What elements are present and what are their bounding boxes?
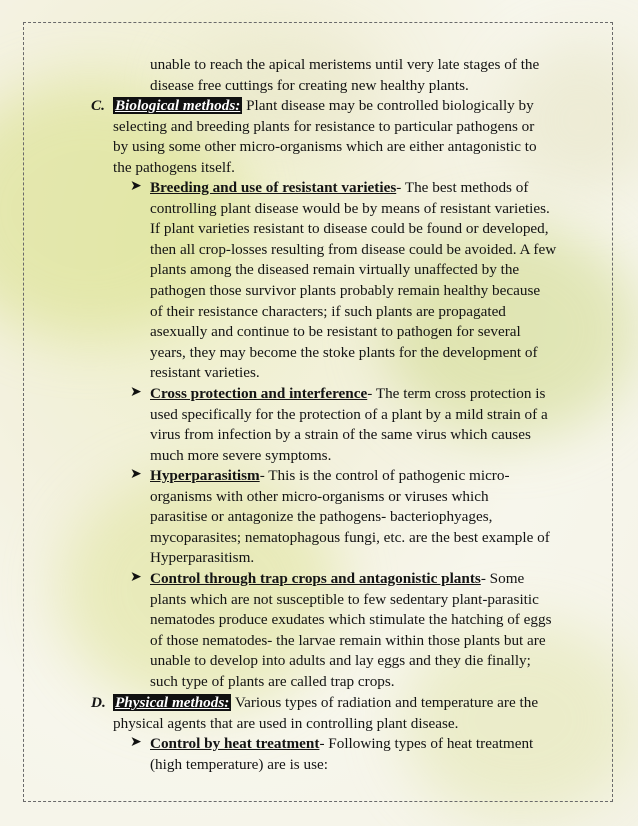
text-line: controlling plant disease would be by means of resistant varieties. <box>150 199 550 217</box>
text-line: disease free cuttings for creating new healthy plants. <box>150 76 469 94</box>
text-line: (high temperature) are is use: <box>150 755 328 773</box>
arrow-bullet-icon: ➤ <box>130 179 142 194</box>
bullet-title: Breeding and use of resistant varieties <box>150 179 397 196</box>
text-line: years, they may become the stoke plants for the development of <box>150 343 538 361</box>
bullet-first-line <box>150 569 552 590</box>
bullet-item <box>150 178 556 384</box>
text-line: mycoparasites; nematophagous fungi, etc. are the best example of <box>150 528 550 546</box>
text-line: unable to develop into adults and lay eggs and they die finally; <box>150 652 531 670</box>
text-line: physical agents that are used in controlling plant disease. <box>113 714 459 732</box>
text-line: asexually and continue to be resistant to pathogen for several <box>150 323 521 341</box>
arrow-bullet-icon: ➤ <box>130 735 142 750</box>
text-line: parasitise or antagonize the pathogens- bacteriophyages, <box>150 508 493 526</box>
text-line: much more severe symptoms. <box>150 446 332 464</box>
text-line: of those nematodes- the larvae remain within those plants but are <box>150 631 546 649</box>
text-run: - The term cross protection is <box>367 385 546 402</box>
text-line: the pathogens itself. <box>113 158 235 176</box>
text-line: selecting and breeding plants for resistance to particular pathogens or <box>113 117 535 135</box>
text-run: - This is the control of pathogenic micro- <box>259 467 510 484</box>
text-run: Plant disease may be controlled biologically by <box>242 97 534 114</box>
text-line: pathogen those survivor plants probably remain healthy because <box>150 281 541 299</box>
section-letter: C. <box>91 97 105 114</box>
text-line: nematodes produce exudates which stimulate the hatching of eggs <box>150 611 552 629</box>
bullet-first-line <box>150 466 550 487</box>
text-line: virus from infection by a strain of the same virus which causes <box>150 426 531 444</box>
arrow-bullet-icon: ➤ <box>130 467 142 482</box>
text-line: such type of plants are called trap crops. <box>150 672 395 690</box>
text-line: then all crop-losses resulting from disease could be avoided. A few <box>150 240 557 258</box>
intro-paragraph <box>150 55 539 96</box>
text-line: plants among the diseased remain virtually unaffected by the <box>150 261 520 279</box>
text-line: unable to reach the apical meristems until very late stages of the <box>150 56 540 73</box>
section-c <box>91 96 537 178</box>
bullet-title: Cross protection and interference <box>150 385 368 402</box>
bullet-title: Hyperparasitism <box>150 467 260 484</box>
text-run: - Some <box>480 570 525 587</box>
bullet-item <box>150 466 550 569</box>
bullet-item <box>150 569 552 693</box>
section-heading: Physical methods: <box>115 694 230 711</box>
bullet-item <box>150 384 548 466</box>
section-c-first-line <box>91 96 537 117</box>
section-d-first-line <box>91 693 539 714</box>
text-line: by using some other micro-organisms which are either antagonistic to <box>113 138 537 156</box>
text-run: - The best methods of <box>396 179 529 196</box>
text-line: of their resistance characters; if such plants are propagated <box>150 302 506 320</box>
section-heading: Biological methods: <box>115 97 241 114</box>
text-run: - Following types of heat treatment <box>319 735 534 752</box>
text-line: used specifically for the protection of a plant by a mild strain of a <box>150 405 548 423</box>
section-d <box>91 693 539 734</box>
bullet-title: Control through trap crops and antagonistic plants <box>150 570 481 587</box>
text-line: organisms with other micro-organisms or viruses which <box>150 487 489 505</box>
bullet-item <box>150 734 533 775</box>
bullet-first-line <box>150 734 533 755</box>
text-line: plants which are not susceptible to few sedentary plant-parasitic <box>150 590 539 608</box>
arrow-bullet-icon: ➤ <box>130 385 142 400</box>
arrow-bullet-icon: ➤ <box>130 570 142 585</box>
bullet-title: Control by heat treatment <box>150 735 320 752</box>
text-run: Various types of radiation and temperature are the <box>231 694 539 711</box>
bullet-first-line <box>150 178 556 199</box>
text-line: Hyperparasitism. <box>150 549 255 567</box>
bullet-first-line <box>150 384 548 405</box>
text-line: resistant varieties. <box>150 364 260 382</box>
text-line: If plant varieties resistant to disease could be found or developed, <box>150 220 549 238</box>
section-letter: D. <box>91 694 106 711</box>
